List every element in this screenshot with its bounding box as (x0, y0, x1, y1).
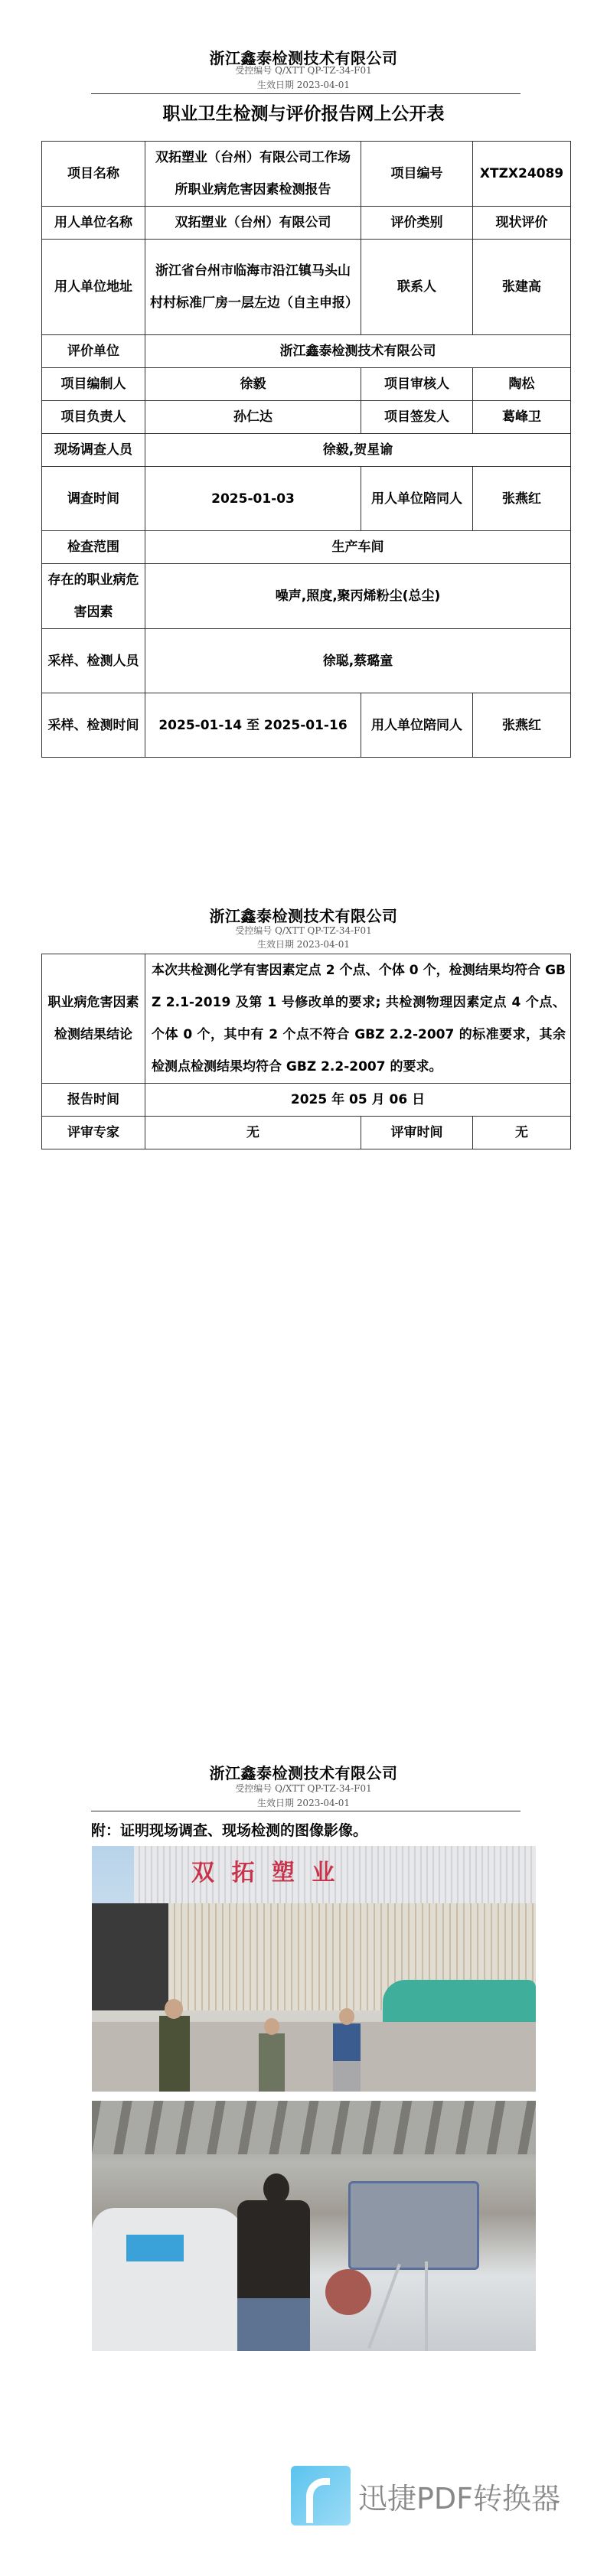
label-project-name: 项目名称 (42, 142, 145, 207)
label-compiler: 项目编制人 (42, 368, 145, 401)
escort: 张燕红 (473, 467, 571, 531)
eval-unit: 浙江鑫泰检测技术有限公司 (145, 335, 571, 368)
compiler: 徐毅 (145, 368, 361, 401)
label-reviewer: 项目审核人 (361, 368, 473, 401)
annex-title: 附：证明现场调查、现场检测的图像影像。 (91, 1822, 368, 1839)
factory-door (92, 1903, 168, 2010)
review-time: 无 (473, 1117, 571, 1149)
label-report-time: 报告时间 (42, 1084, 145, 1117)
site-testing-photo (92, 2101, 536, 2351)
person-3 (333, 2023, 361, 2092)
ground (92, 2022, 536, 2092)
person-2 (259, 2033, 285, 2092)
label-escort: 用人单位陪同人 (361, 467, 473, 531)
label-escort2: 用人单位陪同人 (361, 693, 473, 758)
site-survey-photo (92, 1846, 536, 2092)
sampling-time: 2025-01-14 至 2025-01-16 (145, 693, 361, 758)
machine-wheel (325, 2269, 371, 2315)
project-no: XTZX24089 (473, 142, 571, 207)
issuer: 葛峰卫 (473, 401, 571, 434)
person-2-head (264, 2018, 279, 2035)
label-eval-type: 评价类别 (361, 207, 473, 240)
label-leader: 项目负责人 (42, 401, 145, 434)
tripod-leg (425, 2261, 428, 2351)
label-conclusion: 职业病危害因素检测结果结论 (42, 954, 145, 1084)
company-name: 浙江鑫泰检测技术有限公司 (209, 49, 398, 67)
person-1-head (165, 1999, 183, 2019)
company-name: 浙江鑫泰检测技术有限公司 (209, 907, 398, 925)
label-survey-time: 调查时间 (42, 467, 145, 531)
label-experts: 评审专家 (42, 1117, 145, 1149)
project-name: 双拓塑业（台州）有限公司工作场所职业病危害因素检测报告 (145, 142, 361, 207)
factory-sign: 双 拓 塑 业 (191, 1860, 340, 1886)
sound-level-meter (348, 2181, 479, 2270)
label-scope: 检查范围 (42, 531, 145, 564)
employer: 双拓塑业（台州）有限公司 (145, 207, 361, 240)
label-contact: 联系人 (361, 240, 473, 335)
report-title: 职业卫生检测与评价报告网上公开表 (162, 104, 445, 124)
label-survey-staff: 现场调查人员 (42, 434, 145, 467)
contact: 张建高 (473, 240, 571, 335)
workshop-roof (92, 2101, 536, 2154)
effective-date: 生效日期 2023-04-01 (256, 1798, 350, 1808)
disclosure-table (41, 141, 571, 758)
label-address: 用人单位地址 (42, 240, 145, 335)
label-sampling-staff: 采样、检测人员 (42, 629, 145, 693)
hazards: 噪声,照度,聚丙烯粉尘(总尘) (145, 564, 571, 629)
survey-staff: 徐毅,贺星谕 (145, 434, 571, 467)
watermark (291, 2466, 560, 2525)
eval-type: 现状评价 (473, 207, 571, 240)
control-number: 受控编号 Q/XTT QP-TZ-34-F01 (235, 925, 372, 936)
label-employer: 用人单位名称 (42, 207, 145, 240)
blue-crate (126, 2235, 184, 2261)
control-number: 受控编号 Q/XTT QP-TZ-34-F01 (235, 1783, 372, 1794)
leader: 孙仁达 (145, 401, 361, 434)
pdf-converter-logo-icon (291, 2466, 351, 2525)
reviewer: 陶松 (473, 368, 571, 401)
worker-head (263, 2173, 289, 2204)
effective-date: 生效日期 2023-04-01 (256, 80, 350, 90)
person-3-head (339, 2008, 354, 2025)
sampling-staff: 徐聪,蔡璐童 (145, 629, 571, 693)
experts: 无 (145, 1117, 361, 1149)
header-divider (91, 93, 521, 94)
person-1 (159, 2016, 190, 2092)
survey-time: 2025-01-03 (145, 467, 361, 531)
conclusion: 本次共检测化学有害因素定点 2 个点、个体 0 个，检测结果均符合 GBZ 2.1-2019 及第 1 号修改单的要求; 共检测物理因素定点 4 个点、个体 0 个，其中有 2 个点不符合 GBZ 2.2-2007 的标准要求，其余检测点检测结果均符合 GBZ 2.2-2007 的要求。 (145, 954, 571, 1084)
watermark-text: 迅捷PDF转换器 (358, 2481, 561, 2516)
address: 浙江省台州市临海市沿江镇马头山村村标准厂房一层左边（自主申报） (145, 240, 361, 335)
green-tarp (383, 1980, 536, 2026)
tripod-leg (367, 2264, 401, 2349)
label-issuer: 项目签发人 (361, 401, 473, 434)
worker (237, 2200, 310, 2351)
label-eval-unit: 评价单位 (42, 335, 145, 368)
label-hazards: 存在的职业病危害因素 (42, 564, 145, 629)
scope: 生产车间 (145, 531, 571, 564)
label-review-time: 评审时间 (361, 1117, 473, 1149)
escort2: 张燕红 (473, 693, 571, 758)
report-time: 2025 年 05 月 06 日 (145, 1084, 571, 1117)
company-name: 浙江鑫泰检测技术有限公司 (209, 1764, 398, 1782)
conclusion-table (41, 954, 571, 1149)
material-bags (92, 2208, 245, 2351)
label-project-no: 项目编号 (361, 142, 473, 207)
control-number: 受控编号 Q/XTT QP-TZ-34-F01 (235, 65, 372, 76)
effective-date: 生效日期 2023-04-01 (256, 939, 350, 950)
label-sampling-time: 采样、检测时间 (42, 693, 145, 758)
